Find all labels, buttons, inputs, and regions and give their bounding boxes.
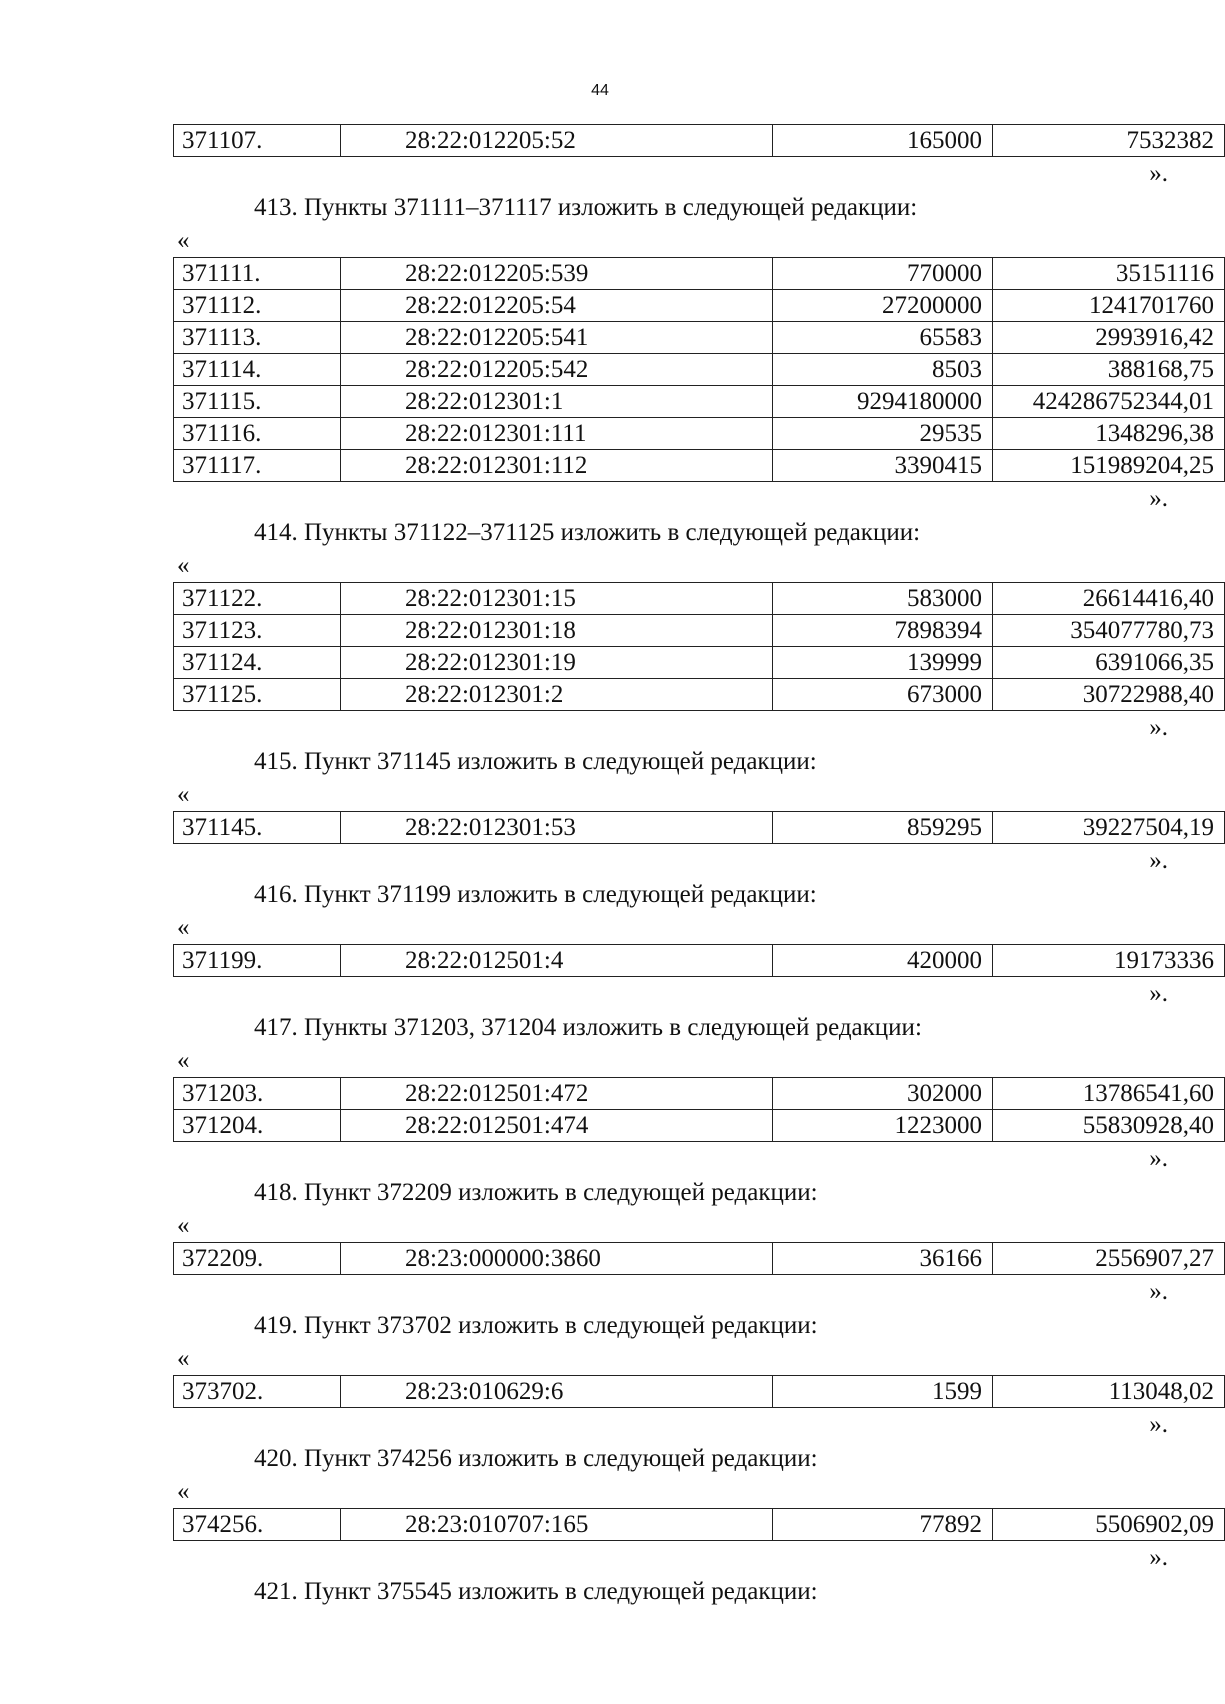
item-number-cell: 371111. bbox=[174, 258, 341, 290]
item-number-cell: 371122. bbox=[174, 583, 341, 615]
value-cell: 424286752344,01 bbox=[993, 386, 1225, 418]
table-row bbox=[174, 812, 1225, 844]
table-row bbox=[174, 615, 1225, 647]
table-row bbox=[174, 1110, 1225, 1142]
close-quote: ». bbox=[1149, 980, 1168, 1007]
close-quote: ». bbox=[1149, 714, 1168, 741]
sections bbox=[173, 191, 1214, 1575]
amendment-section bbox=[173, 191, 1214, 516]
value-cell: 30722988,40 bbox=[993, 679, 1225, 711]
section-heading: 417. Пункты 371203, 371204 изложить в следующей редакции: bbox=[254, 1014, 922, 1041]
cadastral-number-cell: 28:23:010707:165 bbox=[341, 1509, 773, 1541]
item-number-cell: 371204. bbox=[174, 1110, 341, 1142]
final-heading: 421. Пункт 375545 изложить в следующей редакции: bbox=[254, 1578, 818, 1605]
amendment-section bbox=[173, 516, 1214, 745]
area-cell: 139999 bbox=[773, 647, 993, 679]
close-quote: ». bbox=[1149, 1145, 1168, 1172]
item-number-cell: 371125. bbox=[174, 679, 341, 711]
open-quote: « bbox=[177, 1478, 190, 1505]
section-heading: 414. Пункты 371122–371125 изложить в следующей редакции: bbox=[254, 519, 921, 546]
cadastral-number-cell: 28:22:012205:54 bbox=[341, 290, 773, 322]
table-row bbox=[174, 354, 1225, 386]
table-row bbox=[174, 1376, 1225, 1408]
close-quote: ». bbox=[1149, 1544, 1168, 1571]
area-cell: 165000 bbox=[773, 125, 993, 157]
value-cell: 151989204,25 bbox=[993, 450, 1225, 482]
close-quote: ». bbox=[1149, 847, 1168, 874]
area-cell: 8503 bbox=[773, 354, 993, 386]
open-quote: « bbox=[177, 1345, 190, 1372]
amendment-table bbox=[173, 811, 1225, 844]
amendment-section bbox=[173, 1011, 1214, 1176]
cadastral-number-cell: 28:22:012205:541 bbox=[341, 322, 773, 354]
section-heading: 420. Пункт 374256 изложить в следующей редакции: bbox=[254, 1445, 818, 1472]
area-cell: 673000 bbox=[773, 679, 993, 711]
area-cell: 36166 bbox=[773, 1243, 993, 1275]
value-cell: 26614416,40 bbox=[993, 583, 1225, 615]
value-cell: 2556907,27 bbox=[993, 1243, 1225, 1275]
area-cell: 420000 bbox=[773, 945, 993, 977]
value-cell: 388168,75 bbox=[993, 354, 1225, 386]
value-cell: 2993916,42 bbox=[993, 322, 1225, 354]
amendment-table bbox=[173, 257, 1225, 482]
cadastral-number-cell: 28:22:012301:2 bbox=[341, 679, 773, 711]
cadastral-number-cell: 28:22:012205:52 bbox=[341, 125, 773, 157]
section-heading: 416. Пункт 371199 изложить в следующей редакции: bbox=[254, 881, 817, 908]
area-cell: 859295 bbox=[773, 812, 993, 844]
table-row bbox=[174, 647, 1225, 679]
table-row bbox=[174, 679, 1225, 711]
amendment-section bbox=[173, 1442, 1214, 1575]
first-table bbox=[173, 124, 1225, 157]
section-heading: 415. Пункт 371145 изложить в следующей редакции: bbox=[254, 748, 817, 775]
area-cell: 770000 bbox=[773, 258, 993, 290]
item-number-cell: 371115. bbox=[174, 386, 341, 418]
amendment-table bbox=[173, 1077, 1225, 1142]
amendment-section bbox=[173, 745, 1214, 878]
section-heading: 413. Пункты 371111–371117 изложить в следующей редакции: bbox=[254, 194, 918, 221]
open-quote: « bbox=[177, 1047, 190, 1074]
area-cell: 302000 bbox=[773, 1078, 993, 1110]
item-number-cell: 371123. bbox=[174, 615, 341, 647]
table-row bbox=[174, 258, 1225, 290]
area-cell: 27200000 bbox=[773, 290, 993, 322]
item-number-cell: 371145. bbox=[174, 812, 341, 844]
amendment-table bbox=[173, 1508, 1225, 1541]
amendment-section bbox=[173, 1176, 1214, 1309]
page-number: 44 bbox=[591, 82, 609, 99]
amendment-section bbox=[173, 878, 1214, 1011]
table-row bbox=[174, 583, 1225, 615]
area-cell: 1223000 bbox=[773, 1110, 993, 1142]
table-row bbox=[174, 290, 1225, 322]
cadastral-number-cell: 28:22:012301:112 bbox=[341, 450, 773, 482]
open-quote: « bbox=[177, 781, 190, 808]
close-quote: ». bbox=[1149, 160, 1168, 187]
open-quote: « bbox=[177, 552, 190, 579]
close-quote: ». bbox=[1149, 1278, 1168, 1305]
cadastral-number-cell: 28:22:012501:472 bbox=[341, 1078, 773, 1110]
area-cell: 583000 bbox=[773, 583, 993, 615]
open-quote: « bbox=[177, 1212, 190, 1239]
cadastral-number-cell: 28:22:012301:53 bbox=[341, 812, 773, 844]
value-cell: 13786541,60 bbox=[993, 1078, 1225, 1110]
open-quote: « bbox=[177, 227, 190, 254]
item-number-cell: 371199. bbox=[174, 945, 341, 977]
area-cell: 29535 bbox=[773, 418, 993, 450]
cadastral-number-cell: 28:22:012501:474 bbox=[341, 1110, 773, 1142]
value-cell: 19173336 bbox=[993, 945, 1225, 977]
value-cell: 1241701760 bbox=[993, 290, 1225, 322]
value-cell: 1348296,38 bbox=[993, 418, 1225, 450]
section-heading: 419. Пункт 373702 изложить в следующей редакции: bbox=[254, 1312, 818, 1339]
value-cell: 5506902,09 bbox=[993, 1509, 1225, 1541]
value-cell: 39227504,19 bbox=[993, 812, 1225, 844]
cadastral-number-cell: 28:22:012205:542 bbox=[341, 354, 773, 386]
cadastral-number-cell: 28:22:012301:111 bbox=[341, 418, 773, 450]
table-row bbox=[174, 125, 1225, 157]
cadastral-number-cell: 28:22:012301:18 bbox=[341, 615, 773, 647]
close-quote: ». bbox=[1149, 485, 1168, 512]
cadastral-number-cell: 28:22:012301:19 bbox=[341, 647, 773, 679]
area-cell: 9294180000 bbox=[773, 386, 993, 418]
cadastral-number-cell: 28:22:012301:1 bbox=[341, 386, 773, 418]
item-number-cell: 372209. bbox=[174, 1243, 341, 1275]
open-quote: « bbox=[177, 914, 190, 941]
document-body bbox=[173, 124, 1214, 1609]
section-heading: 418. Пункт 372209 изложить в следующей редакции: bbox=[254, 1179, 818, 1206]
amendment-table bbox=[173, 944, 1225, 977]
amendment-table bbox=[173, 1242, 1225, 1275]
item-number-cell: 371116. bbox=[174, 418, 341, 450]
table-row bbox=[174, 1078, 1225, 1110]
table-row bbox=[174, 1509, 1225, 1541]
value-cell: 35151116 bbox=[993, 258, 1225, 290]
area-cell: 65583 bbox=[773, 322, 993, 354]
cadastral-number-cell: 28:22:012301:15 bbox=[341, 583, 773, 615]
cadastral-number-cell: 28:22:012501:4 bbox=[341, 945, 773, 977]
amendment-table bbox=[173, 1375, 1225, 1408]
table-row bbox=[174, 386, 1225, 418]
area-cell: 77892 bbox=[773, 1509, 993, 1541]
area-cell: 3390415 bbox=[773, 450, 993, 482]
item-number-cell: 371114. bbox=[174, 354, 341, 386]
close-quote: ». bbox=[1149, 1411, 1168, 1438]
value-cell: 7532382 bbox=[993, 125, 1225, 157]
item-number-cell: 373702. bbox=[174, 1376, 341, 1408]
cadastral-number-cell: 28:22:012205:539 bbox=[341, 258, 773, 290]
value-cell: 6391066,35 bbox=[993, 647, 1225, 679]
table-row bbox=[174, 418, 1225, 450]
amendment-section bbox=[173, 1309, 1214, 1442]
area-cell: 1599 bbox=[773, 1376, 993, 1408]
item-number-cell: 371112. bbox=[174, 290, 341, 322]
item-number-cell: 371117. bbox=[174, 450, 341, 482]
value-cell: 55830928,40 bbox=[993, 1110, 1225, 1142]
item-number-cell: 371113. bbox=[174, 322, 341, 354]
item-number-cell: 371107. bbox=[174, 125, 341, 157]
cadastral-number-cell: 28:23:000000:3860 bbox=[341, 1243, 773, 1275]
table-row bbox=[174, 945, 1225, 977]
table-row bbox=[174, 1243, 1225, 1275]
table-row bbox=[174, 450, 1225, 482]
item-number-cell: 371203. bbox=[174, 1078, 341, 1110]
cadastral-number-cell: 28:23:010629:6 bbox=[341, 1376, 773, 1408]
item-number-cell: 371124. bbox=[174, 647, 341, 679]
amendment-table bbox=[173, 582, 1225, 711]
value-cell: 113048,02 bbox=[993, 1376, 1225, 1408]
area-cell: 7898394 bbox=[773, 615, 993, 647]
table-row bbox=[174, 322, 1225, 354]
item-number-cell: 374256. bbox=[174, 1509, 341, 1541]
value-cell: 354077780,73 bbox=[993, 615, 1225, 647]
